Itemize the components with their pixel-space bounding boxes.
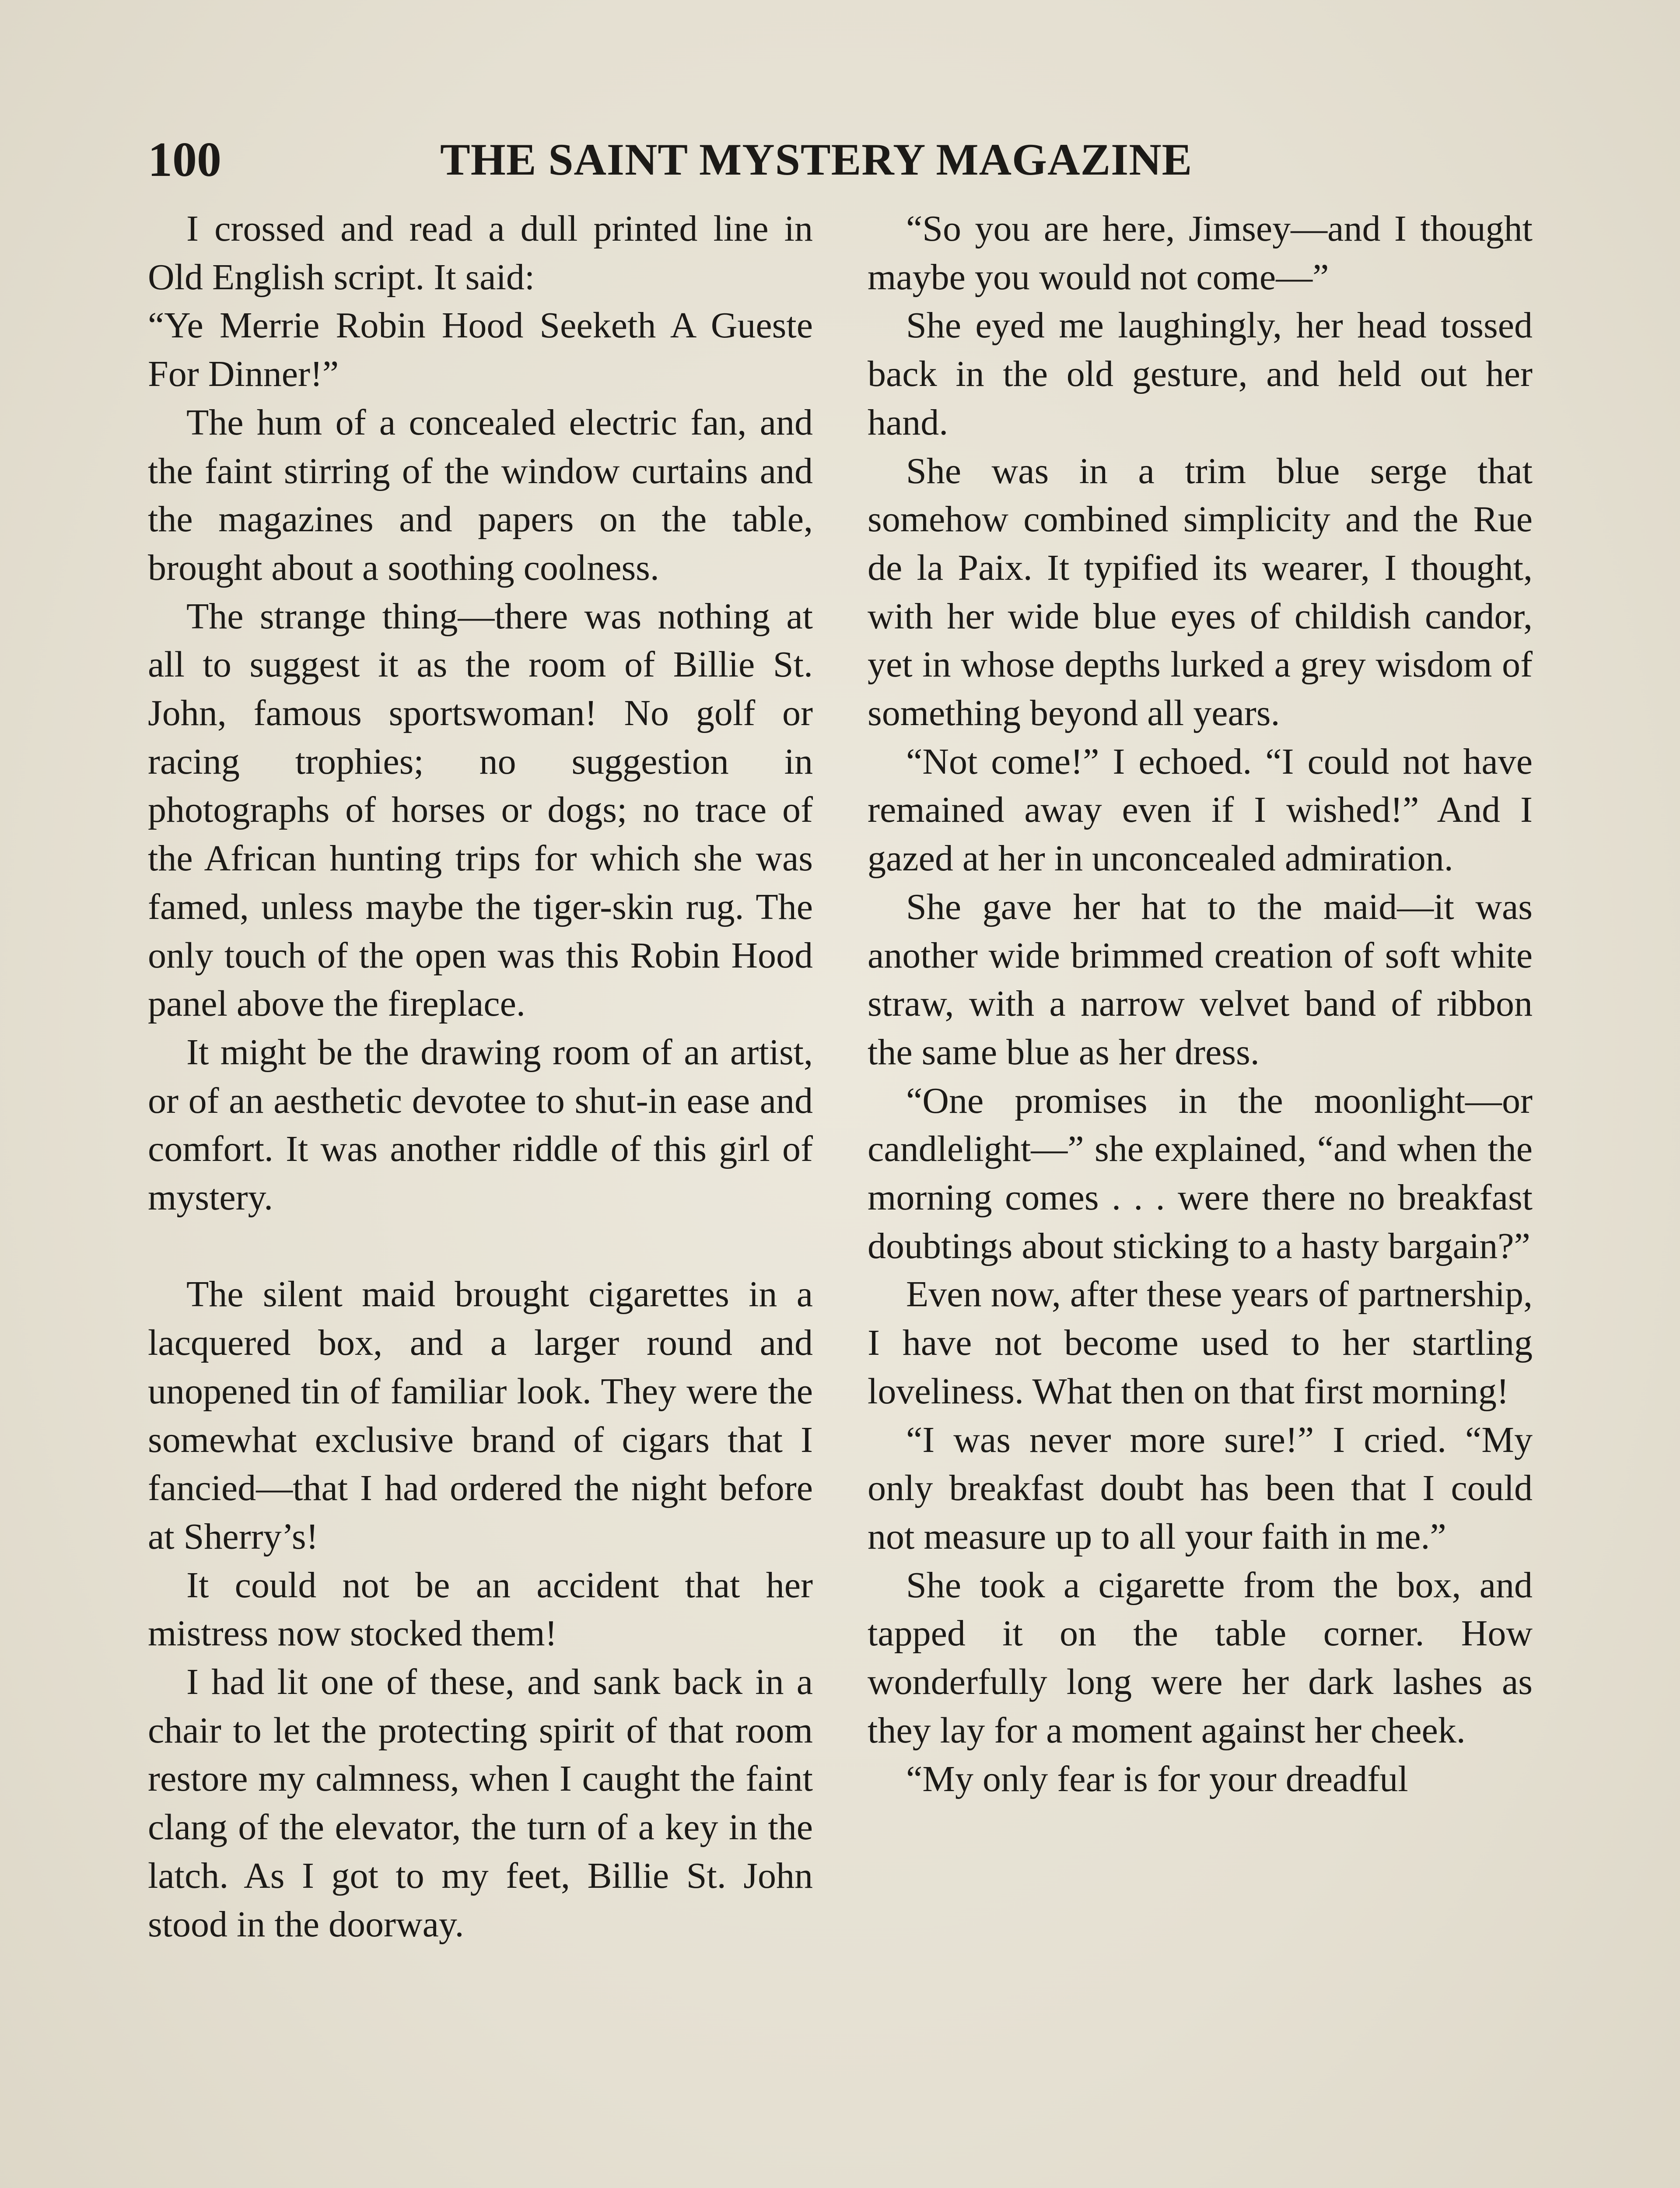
paragraph: She took a cigarette from the box, and tapped it on the table corner. How wonderfully long were her dark lashes as they lay for a moment against her cheek. (868, 1564, 1533, 1751)
paragraph: It could not be an accident that her mistress now stocked them! (148, 1564, 813, 1654)
paragraph: The strange thing—there was nothing at all to suggest it as the room of Billie St. John, famous sportswoman! No golf or racing trophies; no suggestion in photographs of horses or dogs; no trace of the African hunting trips for which she was famed, unless maybe the tiger-skin rug. The only touch of the open was this Robin Hood panel above the fireplace. (148, 596, 813, 1024)
paragraph: The silent maid brought cigarettes in a lacquered box, and a larger round and unopened tin of familiar look. They were the somewhat exclusive brand of cigars that I fancied—that I had ordered the night before at Sherry’s! (148, 1274, 813, 1557)
paragraph: She was in a trim blue serge that somehow combined simplicity and the Rue de la Paix. It typified its wearer, I thought, with her wide blue eyes of childish candor, yet in whose depths lurked a grey wisdom of something beyond all years. (868, 450, 1533, 734)
paragraph: “One promises in the moonlight—or candlelight—” she explained, “and when the morning comes . . . were there no breakfast doubtings about sticking to a hasty bargain?” (868, 1080, 1533, 1266)
left-text-column (148, 205, 813, 1949)
paragraph: “I was never more sure!” I cried. “My only breakfast doubt has been that I could not measure up to all your faith in me.” (868, 1419, 1533, 1557)
right-text-column (868, 205, 1533, 1803)
running-title: THE SAINT MYSTERY MAGAZINE (440, 135, 1193, 185)
paragraph: She eyed me laughingly, her head tossed back in the old gesture, and held out her hand. (868, 305, 1533, 443)
paragraph: The hum of a concealed electric fan, and the faint stirring of the window curtains and the magazines and papers on the table, brought about a soothing coolness. (148, 402, 813, 588)
paragraph: “My only fear is for your dreadful (906, 1758, 1408, 1799)
paragraph: I crossed and read a dull printed line in Old English script. It said: (148, 208, 813, 298)
page-number: 100 (148, 133, 221, 187)
paragraph: Even now, after these years of partnership, I have not become used to her startling loveliness. What then on that first morning! (868, 1274, 1533, 1412)
paragraph: It might be the drawing room of an artist, or of an aesthetic devotee to shut-in ease and comfort. It was another riddle of this girl of mystery. (148, 1031, 813, 1218)
paragraph: “Not come!” I echoed. “I could not have remained away even if I wished!” And I gazed at her in unconcealed admiration. (868, 741, 1533, 879)
page-header (148, 127, 1237, 193)
paragraph: She gave her hat to the maid—it was another wide brimmed creation of soft white straw, with a narrow velvet band of ribbon the same blue as her dress. (868, 886, 1533, 1073)
paragraph: “So you are here, Jimsey—and I thought maybe you would not come—” (868, 208, 1533, 298)
paragraph: I had lit one of these, and sank back in a chair to let the protecting spirit of that room restore my calmness, when I caught the faint clang of the elevator, the turn of a key in the latch. As I got to my feet, Billie St. John stood in the doorway. (148, 1662, 813, 1945)
paragraph: “Ye Merrie Robin Hood Seeketh A Gueste For Dinner!” (148, 305, 813, 395)
